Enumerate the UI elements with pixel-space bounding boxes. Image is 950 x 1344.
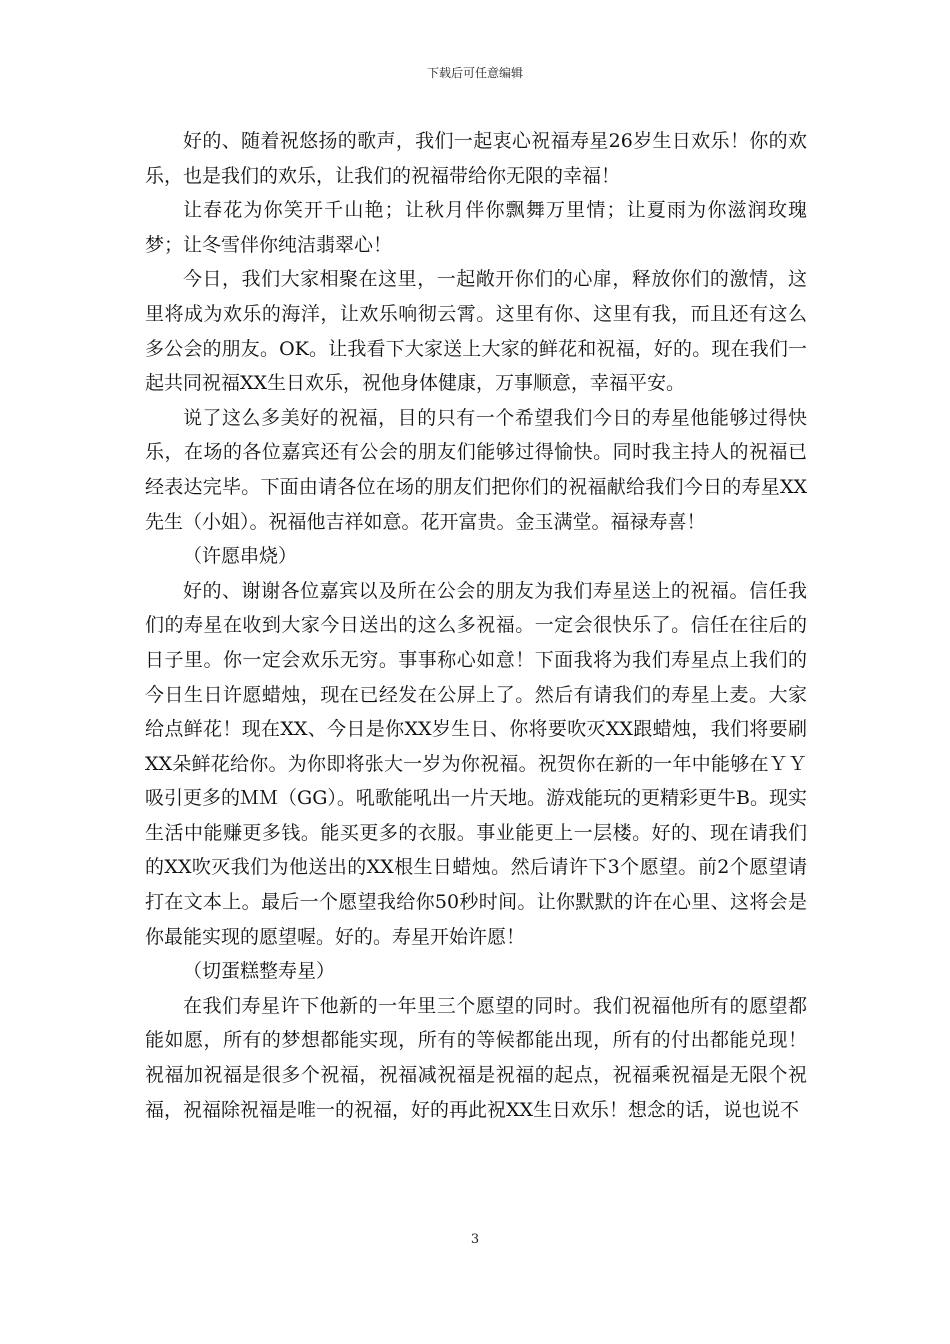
paragraph: 让春花为你笑开千山艳；让秋月伴你飘舞万里情；让夏雨为你滋润玫瑰梦；让冬雪伴你纯洁翡翠心！: [145, 199, 807, 256]
page-header: 下载后可任意编辑: [426, 66, 523, 80]
paragraph: 今日，我们大家相聚在这里，一起敞开你们的心扉，释放你们的激情，这里将成为欢乐的海洋，让欢乐响彻云霄。这里有你、这里有我，而且还有这么多公会的朋友。OK。让我看下大家送上大家的鲜花和祝福，好的。现在我们一起共同祝福XX生日欢乐，祝他身体健康，万事顺意，幸福平安。: [145, 268, 807, 395]
page-number: 3: [470, 1232, 480, 1247]
paragraph: 说了这么多美好的祝福，目的只有一个希望我们今日的寿星他能够过得快乐，在场的各位嘉宾还有公会的朋友们能够过得愉快。同时我主持人的祝福已经表达完毕。下面由请各位在场的朋友们把你们的祝福献给我们今日的寿星XX先生（小姐）。祝福他吉祥如意。花开富贵。金玉满堂。福禄寿喜！: [145, 406, 807, 533]
section-heading-cake: （切蛋糕整寿星）: [183, 960, 336, 983]
paragraph: 好的、随着祝悠扬的歌声，我们一起衷心祝福寿星26岁生日欢乐！你的欢乐，也是我们的欢乐，让我们的祝福带给你无限的幸福！: [145, 130, 807, 187]
document-body: [145, 124, 807, 1127]
section-heading-wish: （许愿串烧）: [183, 545, 298, 568]
paragraph: 好的、谢谢各位嘉宾以及所在公会的朋友为我们寿星送上的祝福。信任我们的寿星在收到大家今日送出的这么多祝福。一定会很快乐了。信任在往后的日子里。你一定会欢乐无穷。事事称心如意！下面我将为我们寿星点上我们的今日生日许愿蜡烛，现在已经发在公屏上了。然后有请我们的寿星上麦。大家给点鲜花！现在XX、今日是你XX岁生日、你将要吹灭XX跟蜡烛，我们将要刷XX朵鲜花给你。为你即将张大一岁为你祝福。祝贺你在新的一年中能够在ＹＹ吸引更多的ＭＭ（GG）。吼歌能吼出一片天地。游戏能玩的更精彩更牛B。现实生活中能赚更多钱。能买更多的衣服。事业能更上一层楼。好的、现在请我们的XX吹灭我们为他送出的XX根生日蜡烛。然后请许下3个愿望。前2个愿望请打在文本上。最后一个愿望我给你50秒时间。让你默默的许在心里、这将会是你最能实现的愿望喔。好的。寿星开始许愿！: [145, 579, 807, 948]
paragraph: 在我们寿星许下他新的一年里三个愿望的同时。我们祝福他所有的愿望都能如愿，所有的梦想都能实现，所有的等候都能出现，所有的付出都能兑现！祝福加祝福是很多个祝福，祝福减祝福是祝福的起点，祝福乘祝福是无限个祝福，祝福除祝福是唯一的祝福，好的再此祝XX生日欢乐！想念的话，说也说不: [145, 994, 807, 1121]
